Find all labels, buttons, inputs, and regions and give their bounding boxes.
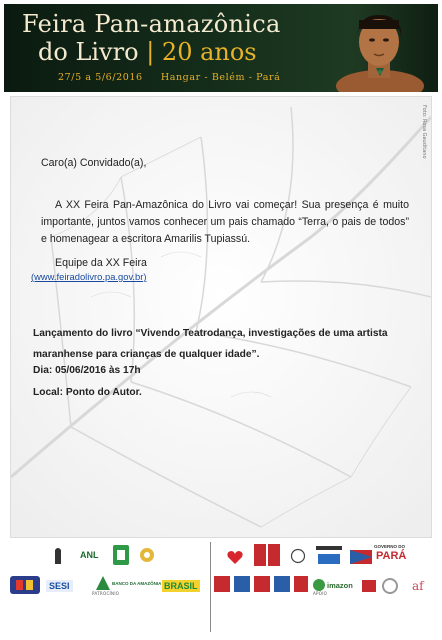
support-logo-globe (290, 548, 306, 564)
banner-dates: 27/5 a 5/6/2016 (58, 72, 143, 83)
sponsor-footer (0, 540, 442, 640)
banner-title-left: do Livro (38, 38, 139, 66)
banner-title-separator: | (146, 38, 155, 66)
signature: Equipe da XX Feira (55, 257, 147, 269)
website-link[interactable]: (www.feiradolivro.pa.gov.br) (31, 271, 147, 282)
svg-text:af: af (412, 579, 424, 593)
sponsor-logo-star (138, 546, 156, 564)
sponsor-logo-cbl (112, 544, 130, 566)
sponsor-logo-banco-icon (96, 576, 110, 590)
label-patrocinio: PATROCÍNIO (92, 591, 120, 596)
sponsor-sesi-logo: SESI (46, 580, 73, 592)
child-portrait-image (330, 6, 426, 92)
banner-subtitle (58, 72, 280, 83)
support-logo-imazon-icon (312, 578, 326, 592)
sponsor-logo-1 (50, 548, 66, 566)
sponsor-anl-logo: ANL (80, 550, 99, 560)
support-logo-20anos (254, 544, 280, 566)
support-logo-flag (350, 550, 372, 564)
footer-divider (210, 542, 211, 632)
greeting: Caro(a) Convidado(a), (41, 157, 147, 169)
invitation-letter (10, 96, 432, 538)
banner-venue: Hangar - Belém - Pará (160, 72, 281, 83)
banner-title-line1: Feira Pan-amazônica (22, 10, 281, 38)
photo-credit: Foto: Rosa Gauditano (421, 105, 427, 159)
event-date: Dia: 05/06/2016 às 17h (33, 365, 141, 376)
label-apoio: APOIO (313, 591, 328, 596)
support-logo-ministry (316, 546, 342, 566)
invitation-paragraph: A XX Feira Pan-Amazônica do Livro vai começar! Sua presença é muito importante, juntos vamos conhecer um pais chamado “Terra, o pais de todos” e homenagear a escritora Amarilis Tupiassú. (41, 199, 409, 245)
event-title: Lançamento do livro “Vivendo Teatrodança, investigações de uma artista maranhense para crianças de qualquer idade”. (33, 328, 388, 360)
header-banner (4, 4, 438, 92)
banner-title-anniversary: 20 anos (161, 38, 257, 66)
sponsor-brasil-logo: BRASIL (164, 581, 198, 591)
support-imazon-logo: imazon (327, 581, 353, 590)
event-location: Local: Ponto do Autor. (33, 387, 142, 398)
banner-title-line2 (38, 38, 257, 66)
sponsor-logo-tv (10, 576, 40, 594)
sponsor-banco-logo: BANCO DA AMAZÔNIA (112, 581, 162, 586)
support-logos-end (360, 576, 430, 596)
support-para-logo: PARÁ (376, 550, 407, 562)
support-governo-label: GOVERNO DO (374, 544, 406, 549)
support-logo-heart (226, 548, 244, 566)
support-logos-row (212, 574, 308, 594)
